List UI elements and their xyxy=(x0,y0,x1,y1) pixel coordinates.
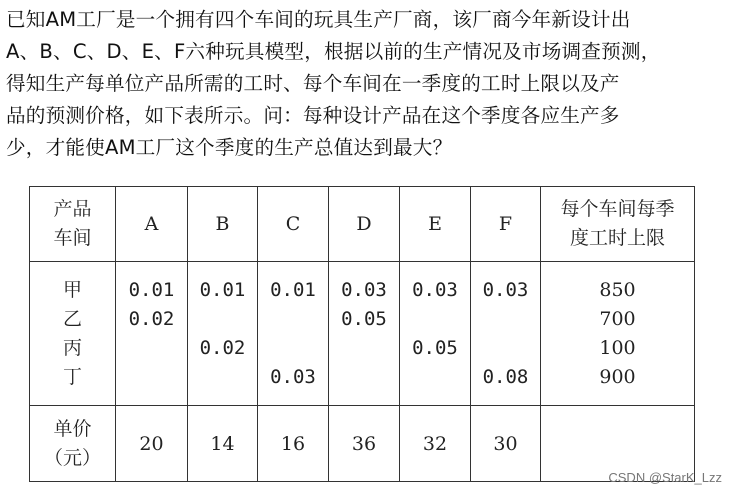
workshop-name: 丙 xyxy=(62,336,82,359)
price-value: 14 xyxy=(188,406,258,482)
hour-value: 0.03 xyxy=(482,278,529,301)
hour-value: 0.01 xyxy=(199,278,246,301)
problem-line: 少，才能使AM工厂这个季度的生产总值达到最大？ xyxy=(6,136,453,159)
price-value: 20 xyxy=(116,406,188,482)
price-row xyxy=(30,406,695,482)
hours-cell-c xyxy=(258,262,329,406)
workshop-name: 乙 xyxy=(62,307,82,330)
price-label-line: （元） xyxy=(43,446,101,469)
hour-value: 0.01 xyxy=(128,278,175,301)
limits-cell xyxy=(541,262,695,406)
limit-value: 700 xyxy=(599,307,636,330)
workshop-names-cell xyxy=(30,262,116,406)
workshop-name: 甲 xyxy=(62,278,82,301)
hour-value: 0.03 xyxy=(270,365,316,388)
product-header: C xyxy=(258,187,329,262)
price-value: 30 xyxy=(471,406,541,482)
hour-value: 0.05 xyxy=(412,336,458,359)
problem-line: 已知AM工厂是一个拥有四个车间的玩具生产厂商，该厂商今年新设计出 xyxy=(6,8,631,31)
limit-value: 900 xyxy=(599,365,636,388)
price-value: 36 xyxy=(329,406,400,482)
corner-workshop-label: 车间 xyxy=(53,227,92,249)
problem-line: 品的预测价格，如下表所示。问：每种设计产品在这个季度各应生产多 xyxy=(6,104,620,127)
hours-cell-d xyxy=(329,262,400,406)
limit-header xyxy=(541,187,695,262)
limit-value: 850 xyxy=(599,278,636,301)
hour-value: 0.03 xyxy=(412,278,458,301)
hours-cell-b xyxy=(188,262,258,406)
product-header: F xyxy=(471,187,541,262)
header-row xyxy=(30,187,695,262)
product-header: A xyxy=(116,187,188,262)
hour-value: 0.08 xyxy=(482,365,529,388)
limit-header-line: 每个车间每季 xyxy=(560,198,675,220)
price-value: 32 xyxy=(400,406,471,482)
product-header: B xyxy=(188,187,258,262)
corner-cell xyxy=(30,187,116,262)
product-header: E xyxy=(400,187,471,262)
hour-value: 0.03 xyxy=(341,278,387,301)
hour-value: 0.02 xyxy=(128,307,175,330)
problem-statement xyxy=(6,4,734,164)
hour-value: 0.05 xyxy=(341,307,387,330)
price-value: 16 xyxy=(258,406,329,482)
limit-value: 100 xyxy=(599,336,636,359)
corner-product-label: 产品 xyxy=(53,198,92,220)
price-label-line: 单价 xyxy=(53,417,92,440)
hours-cell-a xyxy=(116,262,188,406)
watermark: CSDN @StarK_Lzz xyxy=(608,470,722,485)
hour-value: 0.01 xyxy=(270,278,316,301)
hours-cell-e xyxy=(400,262,471,406)
product-header: D xyxy=(329,187,400,262)
production-table xyxy=(29,186,695,482)
hours-row xyxy=(30,262,695,406)
hours-cell-f xyxy=(471,262,541,406)
workshop-name: 丁 xyxy=(62,365,82,388)
problem-line: 得知生产每单位产品所需的工时、每个车间在一季度的工时上限以及产 xyxy=(6,72,620,95)
problem-line: A、B、C、D、E、F六种玩具模型，根据以前的生产情况及市场调查预测， xyxy=(6,40,661,63)
limit-header-line: 度工时上限 xyxy=(569,227,665,249)
hour-value: 0.02 xyxy=(199,336,246,359)
price-label-cell xyxy=(30,406,116,482)
